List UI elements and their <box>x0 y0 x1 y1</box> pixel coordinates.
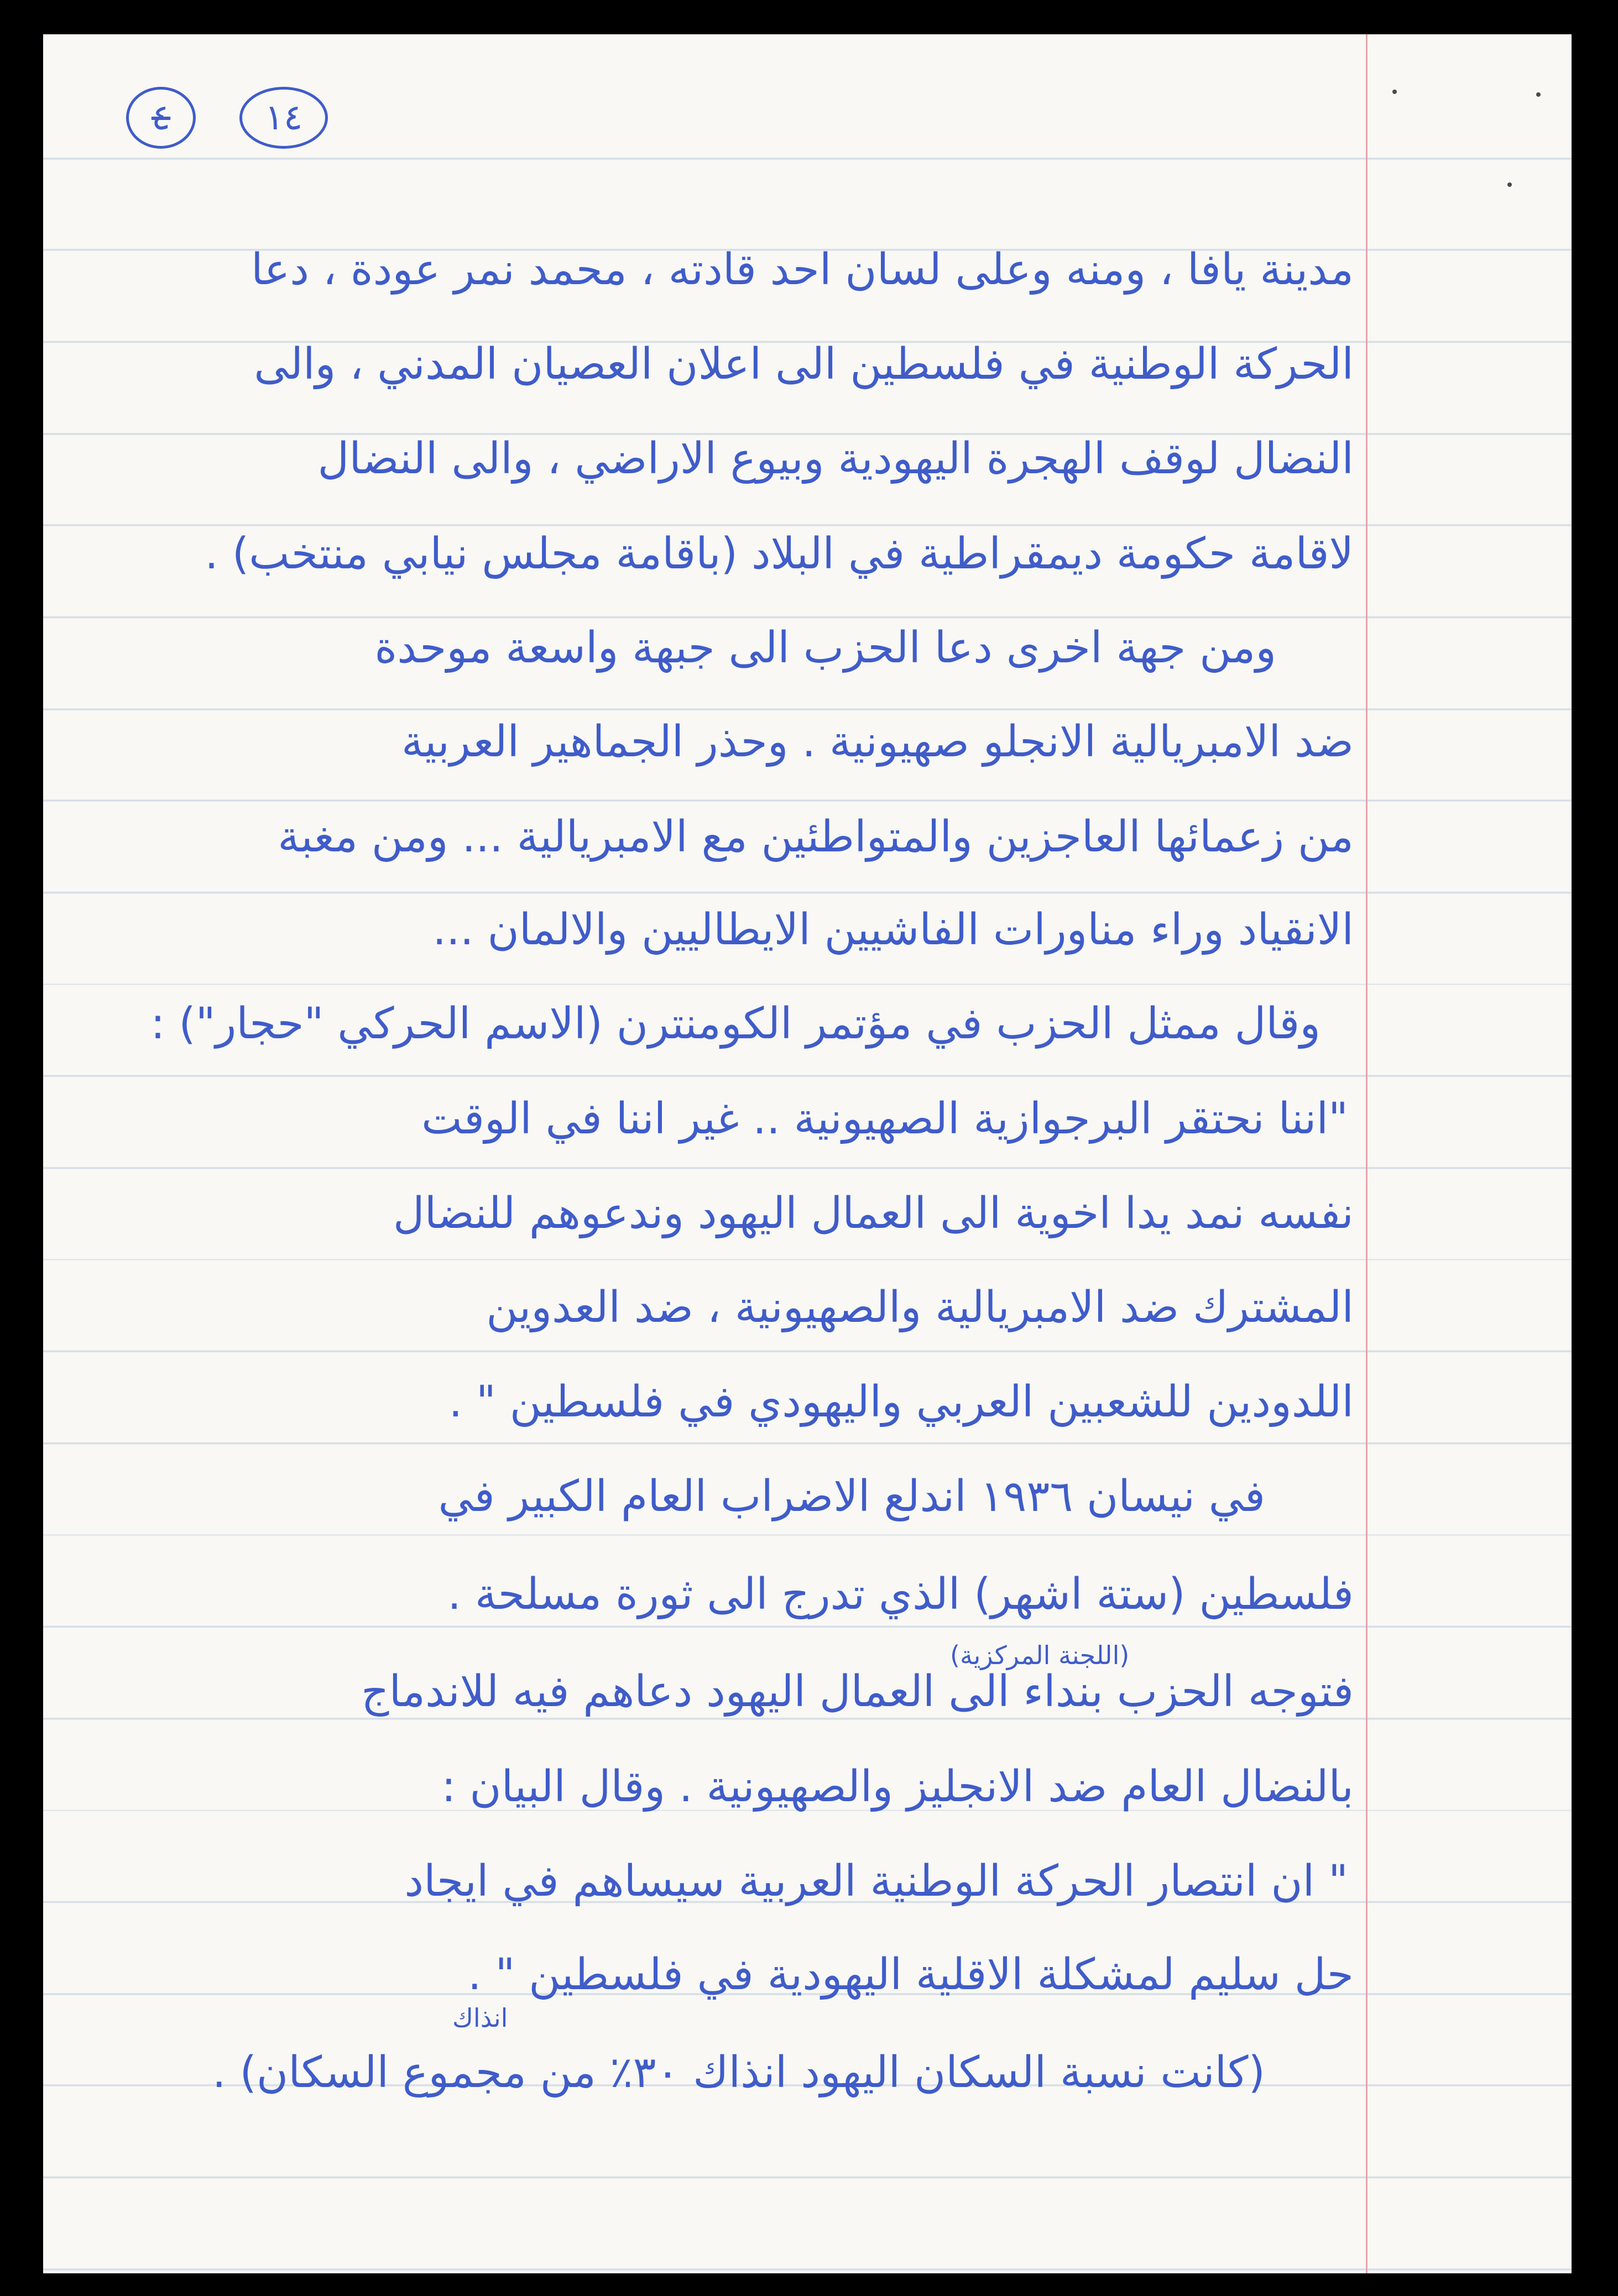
text-line: مدينة يافا ، ومنه وعلى لسان احد قادته ، محمد نمر عودة ، دعا <box>250 245 1354 295</box>
text-line: حل سليم لمشكلة الاقلية اليهودية في فلسطين " . <box>467 1950 1354 2000</box>
notebook-page <box>43 34 1572 2273</box>
margin-line <box>1366 34 1368 2273</box>
text-line: ضد الامبريالية الانجلو صهيونية . وحذر الجماهير العربية <box>401 717 1354 767</box>
text-line: ومن جهة اخرى دعا الحزب الى جبهة واسعة موحدة <box>374 623 1276 673</box>
text-line: " ان انتصار الحركة الوطنية العربية سيساهم في ايجاد <box>404 1856 1348 1906</box>
paper-speck <box>1536 92 1541 97</box>
paper-speck <box>1507 182 1512 187</box>
text-line: في نيسان ١٩٣٦ اندلع الاضراب العام الكبير في <box>438 1472 1265 1521</box>
text-line: من زعمائها العاجزين والمتواطئين مع الامبريالية ... ومن مغبة <box>278 812 1354 862</box>
crossed-page-number: ٤ <box>126 87 196 149</box>
text-line: وقال ممثل الحزب في مؤتمر الكومنترن (الاسم الحركي "حجار") : <box>150 999 1321 1049</box>
text-line: بالنضال العام ضد الانجليز والصهيونية . وقال البيان : <box>441 1762 1354 1812</box>
interlinear-insertion: انذاك <box>452 2003 508 2033</box>
text-line: المشترك ضد الامبريالية والصهيونية ، ضد العدوين <box>486 1283 1354 1332</box>
interlinear-insertion: (اللجنة المركزية) <box>950 1640 1130 1670</box>
text-line: نفسه نمد يدا اخوية الى العمال اليهود وندعوهم للنضال <box>393 1189 1354 1238</box>
text-line: الانقياد وراء مناورات الفاشيين الايطاليين والالمان ... <box>432 905 1354 955</box>
text-line: (كانت نسبة السكان اليهود انذاك ٣٠٪ من مجموع السكان) . <box>212 2048 1265 2098</box>
text-line: فتوجه الحزب بنداء الى العمال اليهود دعاهم فيه للاندماج <box>361 1667 1354 1717</box>
text-line: لاقامة حكومة ديمقراطية في البلاد (باقامة مجلس نيابي منتخب) . <box>205 529 1354 579</box>
text-line: فلسطين (ستة اشهر) الذي تدرج الى ثورة مسلحة . <box>447 1570 1354 1619</box>
text-line: "اننا نحتقر البرجوازية الصهيونية .. غير اننا في الوقت <box>421 1094 1348 1144</box>
paper-speck <box>1392 90 1397 94</box>
text-line: اللدودين للشعبين العربي واليهودي في فلسطين " . <box>448 1377 1354 1427</box>
text-line: الحركة الوطنية في فلسطين الى اعلان العصيان المدني ، والى <box>254 339 1354 389</box>
page-number: ١٤ <box>239 87 328 149</box>
text-line: النضال لوقف الهجرة اليهودية وبيوع الاراضي ، والى النضال <box>317 434 1354 484</box>
